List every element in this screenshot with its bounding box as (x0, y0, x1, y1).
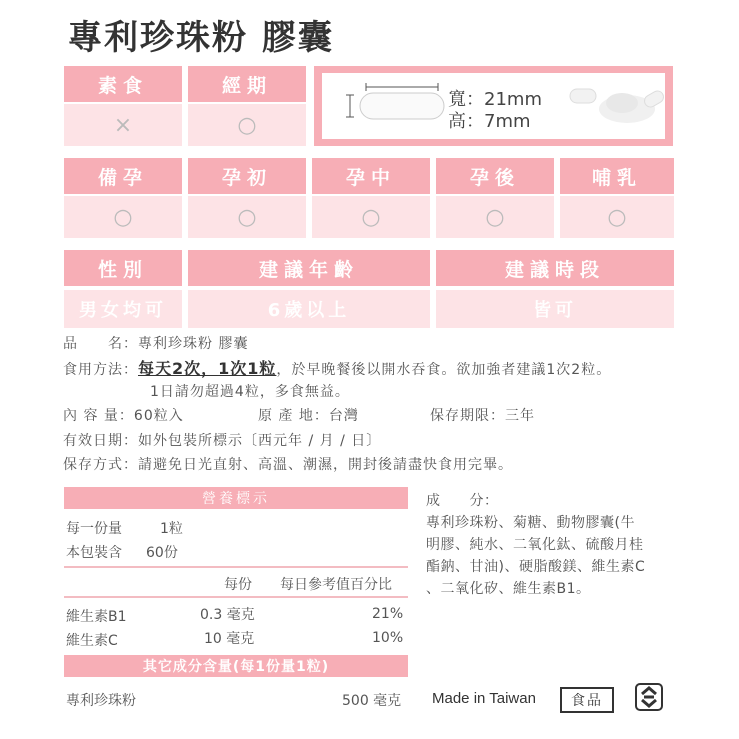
ingredients-block (426, 490, 686, 600)
col-per-serving: 每份 (224, 577, 252, 593)
nutrient-amount: 0.3 毫克 (200, 607, 255, 623)
info-name-row (63, 333, 248, 353)
divider (64, 566, 408, 568)
capsule-height: 高：7mm (448, 111, 531, 132)
content-label: 內 容 量： (63, 408, 134, 424)
header-mid-pregnancy: 孕中 (312, 158, 430, 194)
other-ingredient-name: 專利珍珠粉 (66, 693, 136, 709)
ingredients-line: 、二氧化矽、維生素B1。 (426, 581, 591, 597)
info-shelf-life (430, 405, 535, 425)
value-early-pregnancy: ○ (188, 196, 306, 238)
ingredients-label: 成 分： (426, 493, 499, 509)
value-vegetarian: × (64, 104, 182, 146)
storage-value: 請避免日光直射、高溫、潮濕，開封後請盡快食用完畢。 (138, 457, 513, 473)
header-early-pregnancy: 孕初 (188, 158, 306, 194)
value-preparing-pregnancy: ○ (64, 196, 182, 238)
ingredients-line: 酯鈉、甘油)、硬脂酸鎂、維生素C (426, 559, 646, 575)
storage-label: 保存方式： (63, 457, 138, 473)
serving-label: 每一份量 (66, 521, 122, 537)
recycle-icon (634, 682, 664, 716)
content-value: 60粒入 (133, 408, 184, 424)
origin-value: 台灣 (328, 408, 359, 424)
header-vegetarian: 素食 (64, 66, 182, 102)
usage-line2: 1日請勿超過4粒，多食無益。 (150, 384, 350, 400)
per-pack-value: 60份 (146, 545, 178, 561)
usage-label: 食用方法： (63, 362, 138, 378)
value-suggested-time: 皆可 (436, 290, 674, 328)
divider (64, 596, 408, 598)
usage-bold: 每天2次，1次1粒 (138, 359, 277, 378)
header-gender: 性別 (64, 250, 182, 286)
capsule-width: 寬：21mm (448, 89, 542, 110)
info-content-row (63, 405, 184, 425)
origin-label: 原 產 地： (258, 408, 329, 424)
expiry-value: 如外包裝所標示〔西元年 / 月 / 日〕 (138, 433, 382, 449)
usage-rest: ，於早晚餐後以開水吞食。欲加強者建議1次2粒。 (276, 362, 612, 378)
nutrient-dv: 10% (372, 630, 404, 646)
header-suggested-age: 建議年齡 (188, 250, 430, 286)
nutrient-name: 維生素B1 (66, 609, 127, 625)
nutrient-dv: 21% (372, 606, 404, 622)
header-suggested-time: 建議時段 (436, 250, 674, 286)
shelf-label: 保存期限： (430, 408, 505, 424)
header-breastfeeding: 哺乳 (560, 158, 674, 194)
nutrition-title: 營養標示 (64, 487, 408, 509)
other-ingredient-amount: 500 毫克 (342, 693, 402, 709)
info-usage-row (63, 356, 611, 379)
value-gender: 男女均可 (64, 290, 182, 328)
per-pack-label: 本包裝含 (66, 545, 122, 561)
shelf-value: 三年 (505, 408, 535, 424)
page-title: 專利珍珠粉 膠囊 (68, 18, 334, 58)
value-post-pregnancy: ○ (436, 196, 554, 238)
ingredients-line: 明膠、純水、二氧化鈦、硫酸月桂 (426, 537, 644, 553)
header-post-pregnancy: 孕後 (436, 158, 554, 194)
capsule-size-panel (314, 66, 673, 146)
header-preparing-pregnancy: 備孕 (64, 158, 182, 194)
nutrient-amount: 10 毫克 (204, 631, 255, 647)
info-storage-row (63, 454, 513, 474)
other-ingredients-title: 其它成分含量(每1份量1粒) (64, 655, 408, 677)
name-label: 品 名： (63, 336, 138, 352)
value-mid-pregnancy: ○ (312, 196, 430, 238)
info-expiry-row (63, 430, 381, 450)
value-menstruation: ○ (188, 104, 306, 146)
food-badge: 食品 (560, 687, 614, 713)
value-suggested-age: 6歲以上 (188, 290, 430, 328)
made-in-label: Made in Taiwan (432, 690, 536, 707)
col-daily-value: 每日參考值百分比 (280, 577, 392, 593)
nutrient-name: 維生素C (66, 633, 118, 649)
expiry-label: 有效日期： (63, 433, 138, 449)
ingredients-line: 專利珍珠粉、菊糖、動物膠囊(牛 (426, 515, 635, 531)
header-menstruation: 經期 (188, 66, 306, 102)
info-origin (258, 405, 359, 425)
serving-value: 1粒 (160, 521, 183, 537)
name-value: 專利珍珠粉 膠囊 (138, 336, 249, 352)
value-breastfeeding: ○ (560, 196, 674, 238)
